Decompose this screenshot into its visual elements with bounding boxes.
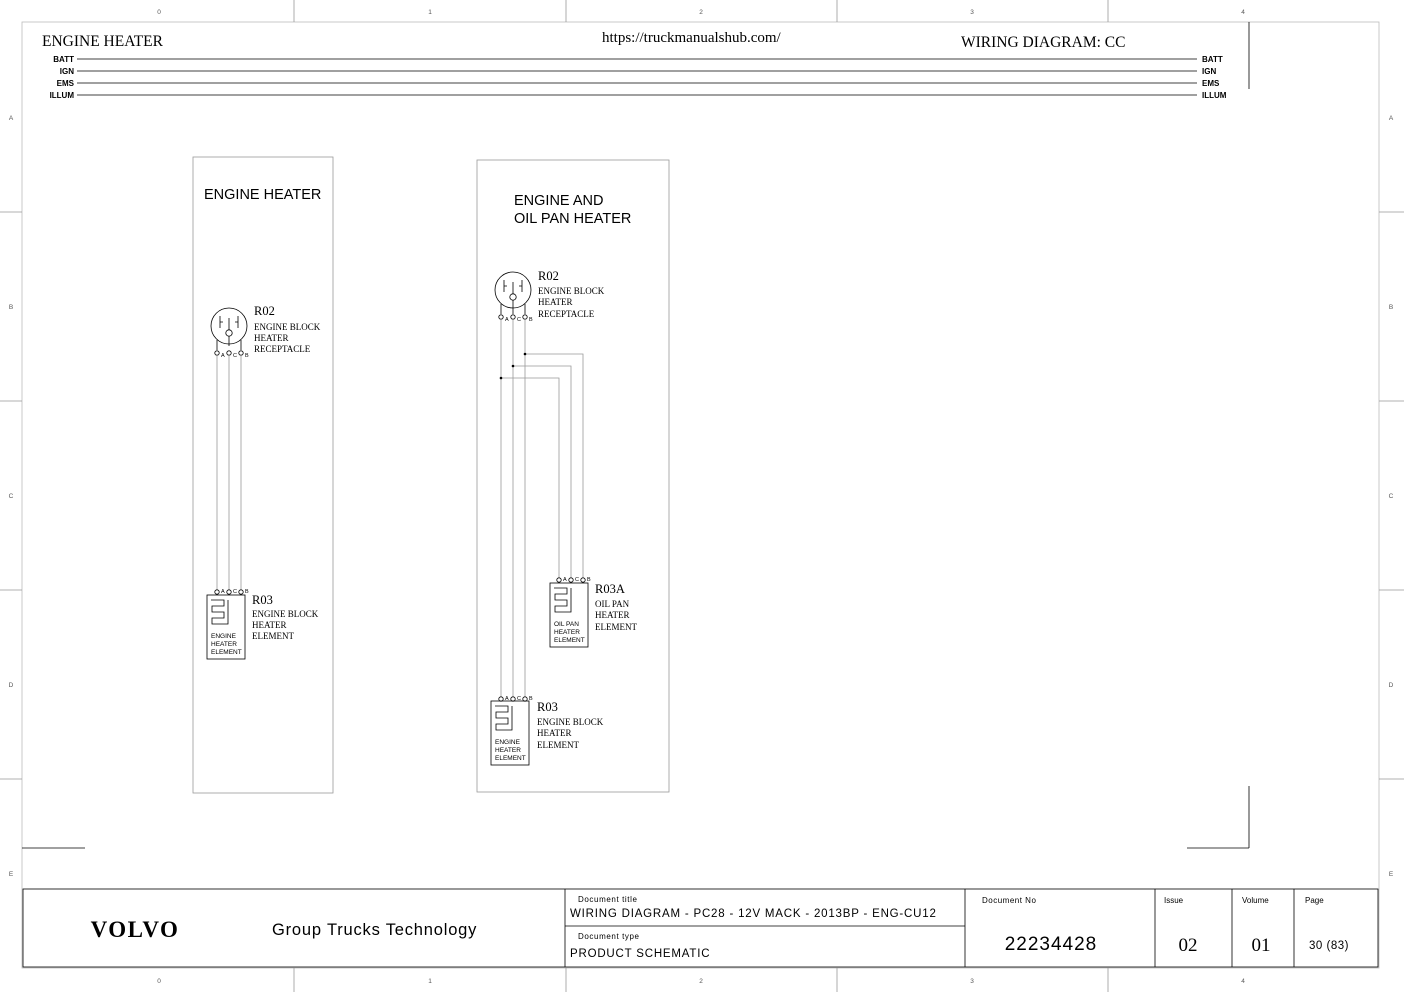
- receptacle-r02: [495, 272, 531, 319]
- grid-row-label: C: [8, 493, 14, 500]
- pin-label: B: [245, 589, 249, 595]
- grid-row-label: E: [1388, 871, 1394, 878]
- element-inner-label: HEATER: [554, 629, 580, 636]
- grid-col-label: 3: [970, 978, 974, 985]
- component-code: R03A: [595, 582, 625, 596]
- bus-label-batt: BATT: [1202, 55, 1223, 64]
- pin-label: C: [517, 317, 521, 323]
- component-code: R02: [538, 269, 559, 283]
- wiring-diagram-label: WIRING DIAGRAM: CC: [961, 34, 1126, 51]
- pin-label: A: [505, 696, 509, 702]
- doc-type: PRODUCT SCHEMATIC: [570, 948, 711, 960]
- pin-label: B: [245, 353, 249, 359]
- pin-label: A: [221, 589, 225, 595]
- component-desc: HEATER: [254, 333, 289, 343]
- pin-label: C: [517, 696, 521, 702]
- grid-row-label: E: [8, 871, 14, 878]
- volume-label: Volume: [1242, 896, 1269, 905]
- bus-label-illum: ILLUM: [49, 91, 74, 100]
- pin-label: C: [575, 577, 579, 583]
- diagram-title: ENGINE HEATER: [42, 33, 163, 50]
- component-code: R03: [252, 593, 273, 607]
- element-inner-label: ELEMENT: [554, 637, 585, 644]
- grid-row-label: D: [1388, 682, 1394, 689]
- issue-label: Issue: [1164, 896, 1184, 905]
- component-desc: ENGINE BLOCK: [538, 286, 605, 296]
- source-url: https://truckmanualshub.com/: [602, 30, 781, 46]
- grid-col-label: 0: [157, 978, 161, 985]
- wires: [217, 355, 241, 590]
- volume-value: 01: [1251, 935, 1271, 956]
- bus-label-illum: ILLUM: [1202, 91, 1227, 100]
- bus-label-ems: EMS: [56, 79, 74, 88]
- component-desc: HEATER: [595, 610, 630, 620]
- grid-col-label: 0: [157, 9, 161, 16]
- bus-label-ems: EMS: [1202, 79, 1220, 88]
- pin-label: B: [587, 577, 591, 583]
- element-inner-label: ELEMENT: [211, 649, 242, 656]
- pin-label: A: [563, 577, 567, 583]
- pin-label: B: [529, 317, 533, 323]
- page-value: 30 (83): [1309, 940, 1349, 952]
- grid-row-label: A: [8, 115, 14, 122]
- grid-col-label: 4: [1241, 978, 1245, 985]
- doc-no-label: Document No: [982, 896, 1037, 905]
- bus-label-ign: IGN: [1202, 67, 1217, 76]
- component-desc: OIL PAN: [595, 599, 630, 609]
- component-desc: RECEPTACLE: [254, 344, 311, 354]
- component-desc: HEATER: [538, 297, 573, 307]
- component-desc: ELEMENT: [595, 622, 637, 632]
- grid-row-label: B: [8, 304, 14, 311]
- element-inner-label: HEATER: [495, 747, 521, 754]
- grid-row-label: C: [1388, 493, 1394, 500]
- doc-title-label: Document title: [578, 895, 638, 904]
- pin-label: B: [529, 696, 533, 702]
- panel-engine-heater: [193, 157, 333, 793]
- component-code: R03: [537, 700, 558, 714]
- component-desc: ENGINE BLOCK: [252, 609, 319, 619]
- title-block: [23, 889, 1378, 967]
- component-desc: ENGINE BLOCK: [254, 322, 321, 332]
- doc-title: WIRING DIAGRAM - PC28 - 12V MACK - 2013BP - ENG-CU12: [570, 908, 937, 920]
- grid-col-label: 1: [428, 9, 432, 16]
- grid-col-label: 3: [970, 9, 974, 16]
- grid-col-label: 1: [428, 978, 432, 985]
- component-desc: ENGINE BLOCK: [537, 717, 604, 727]
- page-label: Page: [1305, 896, 1324, 905]
- panel-title: ENGINE HEATER: [204, 187, 322, 203]
- element-inner-label: ENGINE: [211, 633, 236, 640]
- bus-label-ign: IGN: [59, 67, 74, 76]
- element-inner-label: ELEMENT: [495, 755, 526, 762]
- grid-col-label: 2: [699, 978, 703, 985]
- issue-value: 02: [1178, 935, 1198, 956]
- pin-label: A: [505, 317, 509, 323]
- component-code: R02: [254, 304, 275, 318]
- receptacle-r02: [211, 308, 247, 355]
- pin-label: C: [233, 589, 237, 595]
- panel-title: OIL PAN HEATER: [514, 211, 632, 227]
- company-name: Group Trucks Technology: [272, 921, 478, 939]
- component-desc: ELEMENT: [537, 740, 579, 750]
- pin-label: A: [221, 353, 225, 359]
- element-inner-label: OIL PAN: [554, 621, 579, 628]
- element-inner-label: ENGINE: [495, 739, 520, 746]
- grid-labels: [9, 9, 1394, 985]
- element-inner-label: HEATER: [211, 641, 237, 648]
- bus-label-batt: BATT: [53, 55, 74, 64]
- grid-col-label: 2: [699, 9, 703, 16]
- grid-col-label: 4: [1241, 9, 1245, 16]
- component-desc: RECEPTACLE: [538, 309, 595, 319]
- panel-engine-and-oil-pan-heater: [477, 160, 669, 792]
- corner-marks: [22, 786, 1249, 848]
- grid-row-label: B: [1388, 304, 1394, 311]
- doc-no: 22234428: [1004, 934, 1098, 955]
- volvo-logo: VOLVO: [90, 917, 180, 942]
- component-desc: HEATER: [252, 620, 287, 630]
- component-desc: ELEMENT: [252, 631, 294, 641]
- grid-row-label: D: [8, 682, 14, 689]
- pin-label: C: [233, 353, 237, 359]
- grid-row-label: A: [1388, 115, 1394, 122]
- panel-title: ENGINE AND: [514, 193, 604, 209]
- component-desc: HEATER: [537, 728, 572, 738]
- doc-type-label: Document type: [578, 932, 640, 941]
